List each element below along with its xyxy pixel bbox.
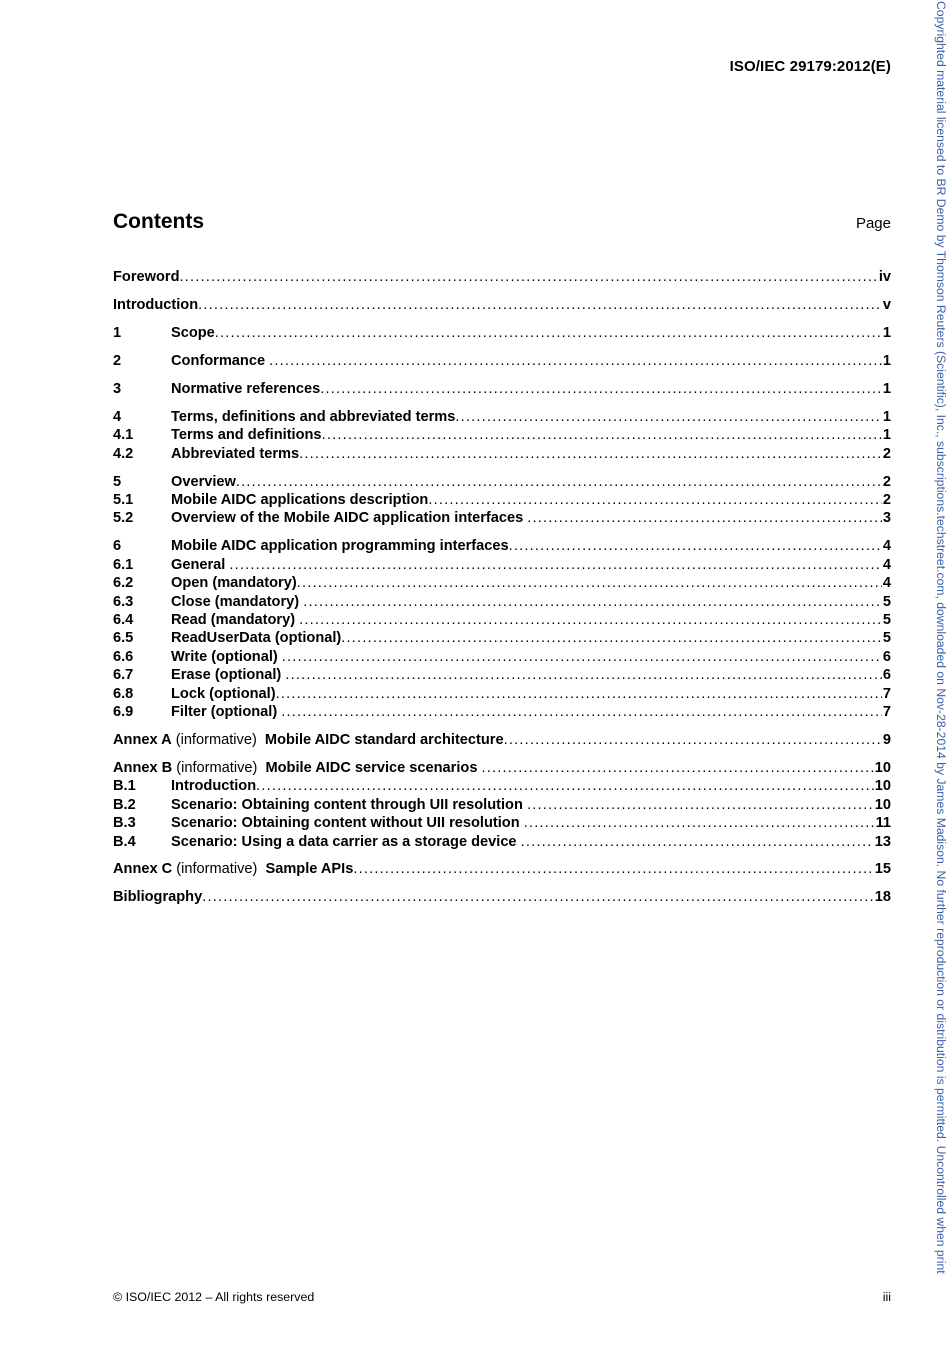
toc-entry-title: Erase (optional) (171, 667, 286, 684)
toc-entry-number: 5.1 (113, 492, 134, 509)
toc-entry-title: Mobile AIDC application programming interfaces (171, 538, 509, 555)
toc-entry-write[interactable] (113, 648, 891, 666)
dot-leader (281, 703, 882, 721)
toc-entry-title: Normative references (171, 380, 321, 397)
toc-entry-annex-b[interactable] (113, 759, 891, 777)
toc-entry-page: 6 (882, 648, 891, 665)
toc-entry-title: Scope (171, 324, 215, 341)
toc-entry-page: v (882, 296, 891, 313)
toc-entry-title: Abbreviated terms (171, 445, 300, 462)
dot-leader (282, 648, 882, 666)
toc-entry-annex-a[interactable] (113, 731, 891, 749)
toc-entry-page: 13 (874, 833, 891, 850)
toc-entry-close[interactable] (113, 593, 891, 611)
toc-entry-applications-description[interactable] (113, 491, 891, 509)
dot-leader (297, 574, 882, 592)
toc-entry-title: Open (mandatory) (171, 575, 297, 592)
toc-entry-b2-scenario[interactable] (113, 796, 891, 814)
toc-entry-title: Bibliography (113, 889, 203, 906)
dot-leader (215, 324, 882, 342)
toc-entry-title: Mobile AIDC standard architecture (264, 731, 504, 748)
toc-entry-page: 10 (874, 778, 891, 795)
toc-entry-page: 18 (874, 889, 891, 906)
contents-heading (113, 210, 891, 238)
toc-entry-number: 6.7 (113, 667, 134, 684)
toc-entry-number: 2 (113, 352, 122, 369)
toc-entry-page: 1 (882, 408, 891, 425)
toc-entry-lock[interactable] (113, 685, 891, 703)
dot-leader (341, 629, 882, 647)
toc-entry-page: 7 (882, 703, 891, 720)
toc-entry-conformance[interactable] (113, 352, 891, 370)
toc-entry-page: 5 (882, 630, 891, 647)
toc-entry-title: Introduction (113, 296, 199, 313)
contents-title: Contents (113, 210, 204, 233)
dot-leader (229, 556, 881, 574)
toc-entry-title: Read (mandatory) (171, 612, 300, 629)
dot-leader (299, 445, 882, 463)
toc-entry-page: 3 (882, 510, 891, 527)
toc-entry-page: 5 (882, 593, 891, 610)
toc-entry-title: Close (mandatory) (171, 593, 304, 610)
toc-entry-title: Lock (optional) (171, 685, 276, 702)
toc-entry-read[interactable] (113, 611, 891, 629)
dot-leader (179, 268, 877, 286)
license-watermark: Copyrighted material licensed to BR Demo by Thomson Reuters (Scientific), Inc., subscriptions.techstreet.com, downloaded on Nov-28-2014 by James Madison. No further reproduction or distribution is permitted. Uncontrolled when print (934, 1, 948, 1274)
toc-entry-page: 4 (882, 538, 891, 555)
dot-leader (320, 380, 882, 398)
contents-page-label: Page (855, 215, 891, 232)
dot-leader (202, 888, 874, 906)
dot-leader (524, 814, 875, 832)
toc-entry-page: 1 (882, 427, 891, 444)
toc-entry-number: 1 (113, 324, 122, 341)
toc-entry-foreword[interactable] (113, 268, 891, 286)
toc-entry-scope[interactable] (113, 324, 891, 342)
toc-entry-title: Mobile AIDC applications description (171, 492, 429, 509)
toc-entry-number: 6.6 (113, 648, 134, 665)
toc-entry-title: Overview (171, 473, 236, 490)
toc-entry-title: Terms, definitions and abbreviated terms (171, 408, 456, 425)
toc-annex-informative: (informative) (175, 731, 257, 748)
toc-annex-label: Annex B (113, 759, 173, 776)
toc-entry-page: 11 (875, 815, 891, 832)
dot-leader (236, 473, 882, 491)
toc-entry-number: 6.8 (113, 685, 134, 702)
toc-entry-page: 5 (882, 612, 891, 629)
toc-entry-application-interfaces[interactable] (113, 509, 891, 527)
toc-entry-abbreviated-terms[interactable] (113, 445, 891, 463)
toc-entry-title: Mobile AIDC service scenarios (265, 759, 482, 776)
toc-entry-number: B.1 (113, 778, 136, 795)
dot-leader (303, 593, 882, 611)
toc-entry-b3-scenario[interactable] (113, 814, 891, 832)
toc-entry-page: 7 (882, 685, 891, 702)
toc-entry-title: ReadUserData (optional) (171, 630, 342, 647)
toc-annex-label: Annex C (113, 861, 173, 878)
toc-entry-readuserdata[interactable] (113, 629, 891, 647)
document-id: ISO/IEC 29179:2012(E) (729, 58, 891, 75)
toc-entry-page: iv (878, 269, 891, 285)
dot-leader (353, 860, 873, 878)
toc-entry-title: Terms and definitions (171, 427, 322, 444)
toc-entry-b1-introduction[interactable] (113, 777, 891, 795)
toc-annex-informative: (informative) (176, 759, 258, 776)
toc-entry-number: 4.1 (113, 427, 134, 444)
toc-entry-number: 5.2 (113, 510, 134, 527)
toc-entry-page: 2 (882, 473, 891, 490)
toc-entry-page: 15 (874, 861, 891, 878)
dot-leader (428, 491, 882, 509)
toc-entry-title: Sample APIs (265, 861, 354, 878)
toc-entry-number: 4 (113, 408, 122, 425)
toc-entry-title: Foreword (113, 269, 180, 285)
toc-entry-title: General (171, 556, 230, 573)
toc-entry-page: 6 (882, 667, 891, 684)
toc-entry-apis[interactable] (113, 537, 891, 555)
dot-leader (322, 426, 882, 444)
toc-entry-terms[interactable] (113, 408, 891, 426)
toc-entry-page: 1 (882, 352, 891, 369)
toc-entry-page: 1 (882, 380, 891, 397)
dot-leader (276, 685, 882, 703)
toc-entry-title: Scenario: Obtaining content without UII resolution (171, 815, 524, 832)
toc-entry-page: 1 (882, 324, 891, 341)
toc-entry-normative-references[interactable] (113, 380, 891, 398)
toc-entry-title: Introduction (171, 778, 257, 795)
toc-entry-title: Overview of the Mobile AIDC application interfaces (171, 510, 528, 527)
toc-entry-page: 4 (882, 556, 891, 573)
toc-entry-number: 6.2 (113, 575, 134, 592)
toc-entry-introduction[interactable] (113, 296, 891, 314)
toc-entry-page: 10 (874, 796, 891, 813)
toc-entry-title: Scenario: Obtaining content through UII resolution (171, 796, 527, 813)
dot-leader (509, 537, 882, 555)
dot-leader (285, 666, 882, 684)
toc-entry-title: Write (optional) (171, 648, 282, 665)
toc-entry-title: Scenario: Using a data carrier as a storage device (171, 833, 521, 850)
toc-entry-page: 2 (882, 445, 891, 462)
dot-leader (482, 759, 874, 777)
toc-entry-number: 6.3 (113, 593, 134, 610)
dot-leader (269, 352, 882, 370)
dot-leader (504, 731, 882, 749)
dot-leader (299, 611, 882, 629)
toc-entry-b4-scenario[interactable] (113, 833, 891, 851)
toc-entry-number: 6 (113, 538, 122, 555)
footer-page-number: iii (882, 1290, 891, 1304)
toc-entry-erase[interactable] (113, 666, 891, 684)
toc-entry-number: 3 (113, 380, 122, 397)
dot-leader (455, 408, 881, 426)
toc-entry-number: 5 (113, 473, 122, 490)
toc-entry-page: 9 (882, 731, 891, 748)
dot-leader (256, 777, 874, 795)
toc-entry-general[interactable] (113, 556, 891, 574)
toc-entry-page: 4 (882, 575, 891, 592)
toc-entry-title: Conformance (171, 352, 270, 369)
toc-entry-terms-definitions[interactable] (113, 426, 891, 444)
toc-entry-number: 6.1 (113, 556, 134, 573)
dot-leader (527, 509, 882, 527)
toc-entry-page: 10 (874, 759, 891, 776)
toc-annex-informative: (informative) (176, 861, 258, 878)
dot-leader (198, 296, 882, 314)
toc-entry-number: 4.2 (113, 445, 134, 462)
toc-entry-number: B.2 (113, 796, 136, 813)
dot-leader (521, 833, 874, 851)
toc-entry-overview[interactable] (113, 473, 891, 491)
toc-entry-number: 6.4 (113, 612, 134, 629)
toc-entry-open[interactable] (113, 574, 891, 592)
toc-entry-page: 2 (882, 492, 891, 509)
table-of-contents (113, 268, 891, 907)
toc-annex-label: Annex A (113, 731, 172, 748)
toc-entry-filter[interactable] (113, 703, 891, 721)
toc-entry-number: B.4 (113, 833, 136, 850)
toc-entry-number: 6.9 (113, 703, 134, 720)
toc-entry-bibliography[interactable] (113, 888, 891, 906)
toc-entry-title: Filter (optional) (171, 703, 282, 720)
toc-entry-number: B.3 (113, 815, 136, 832)
toc-entry-annex-c[interactable] (113, 860, 891, 878)
footer-copyright: © ISO/IEC 2012 – All rights reserved (113, 1290, 315, 1304)
toc-entry-number: 6.5 (113, 630, 134, 647)
dot-leader (527, 796, 874, 814)
